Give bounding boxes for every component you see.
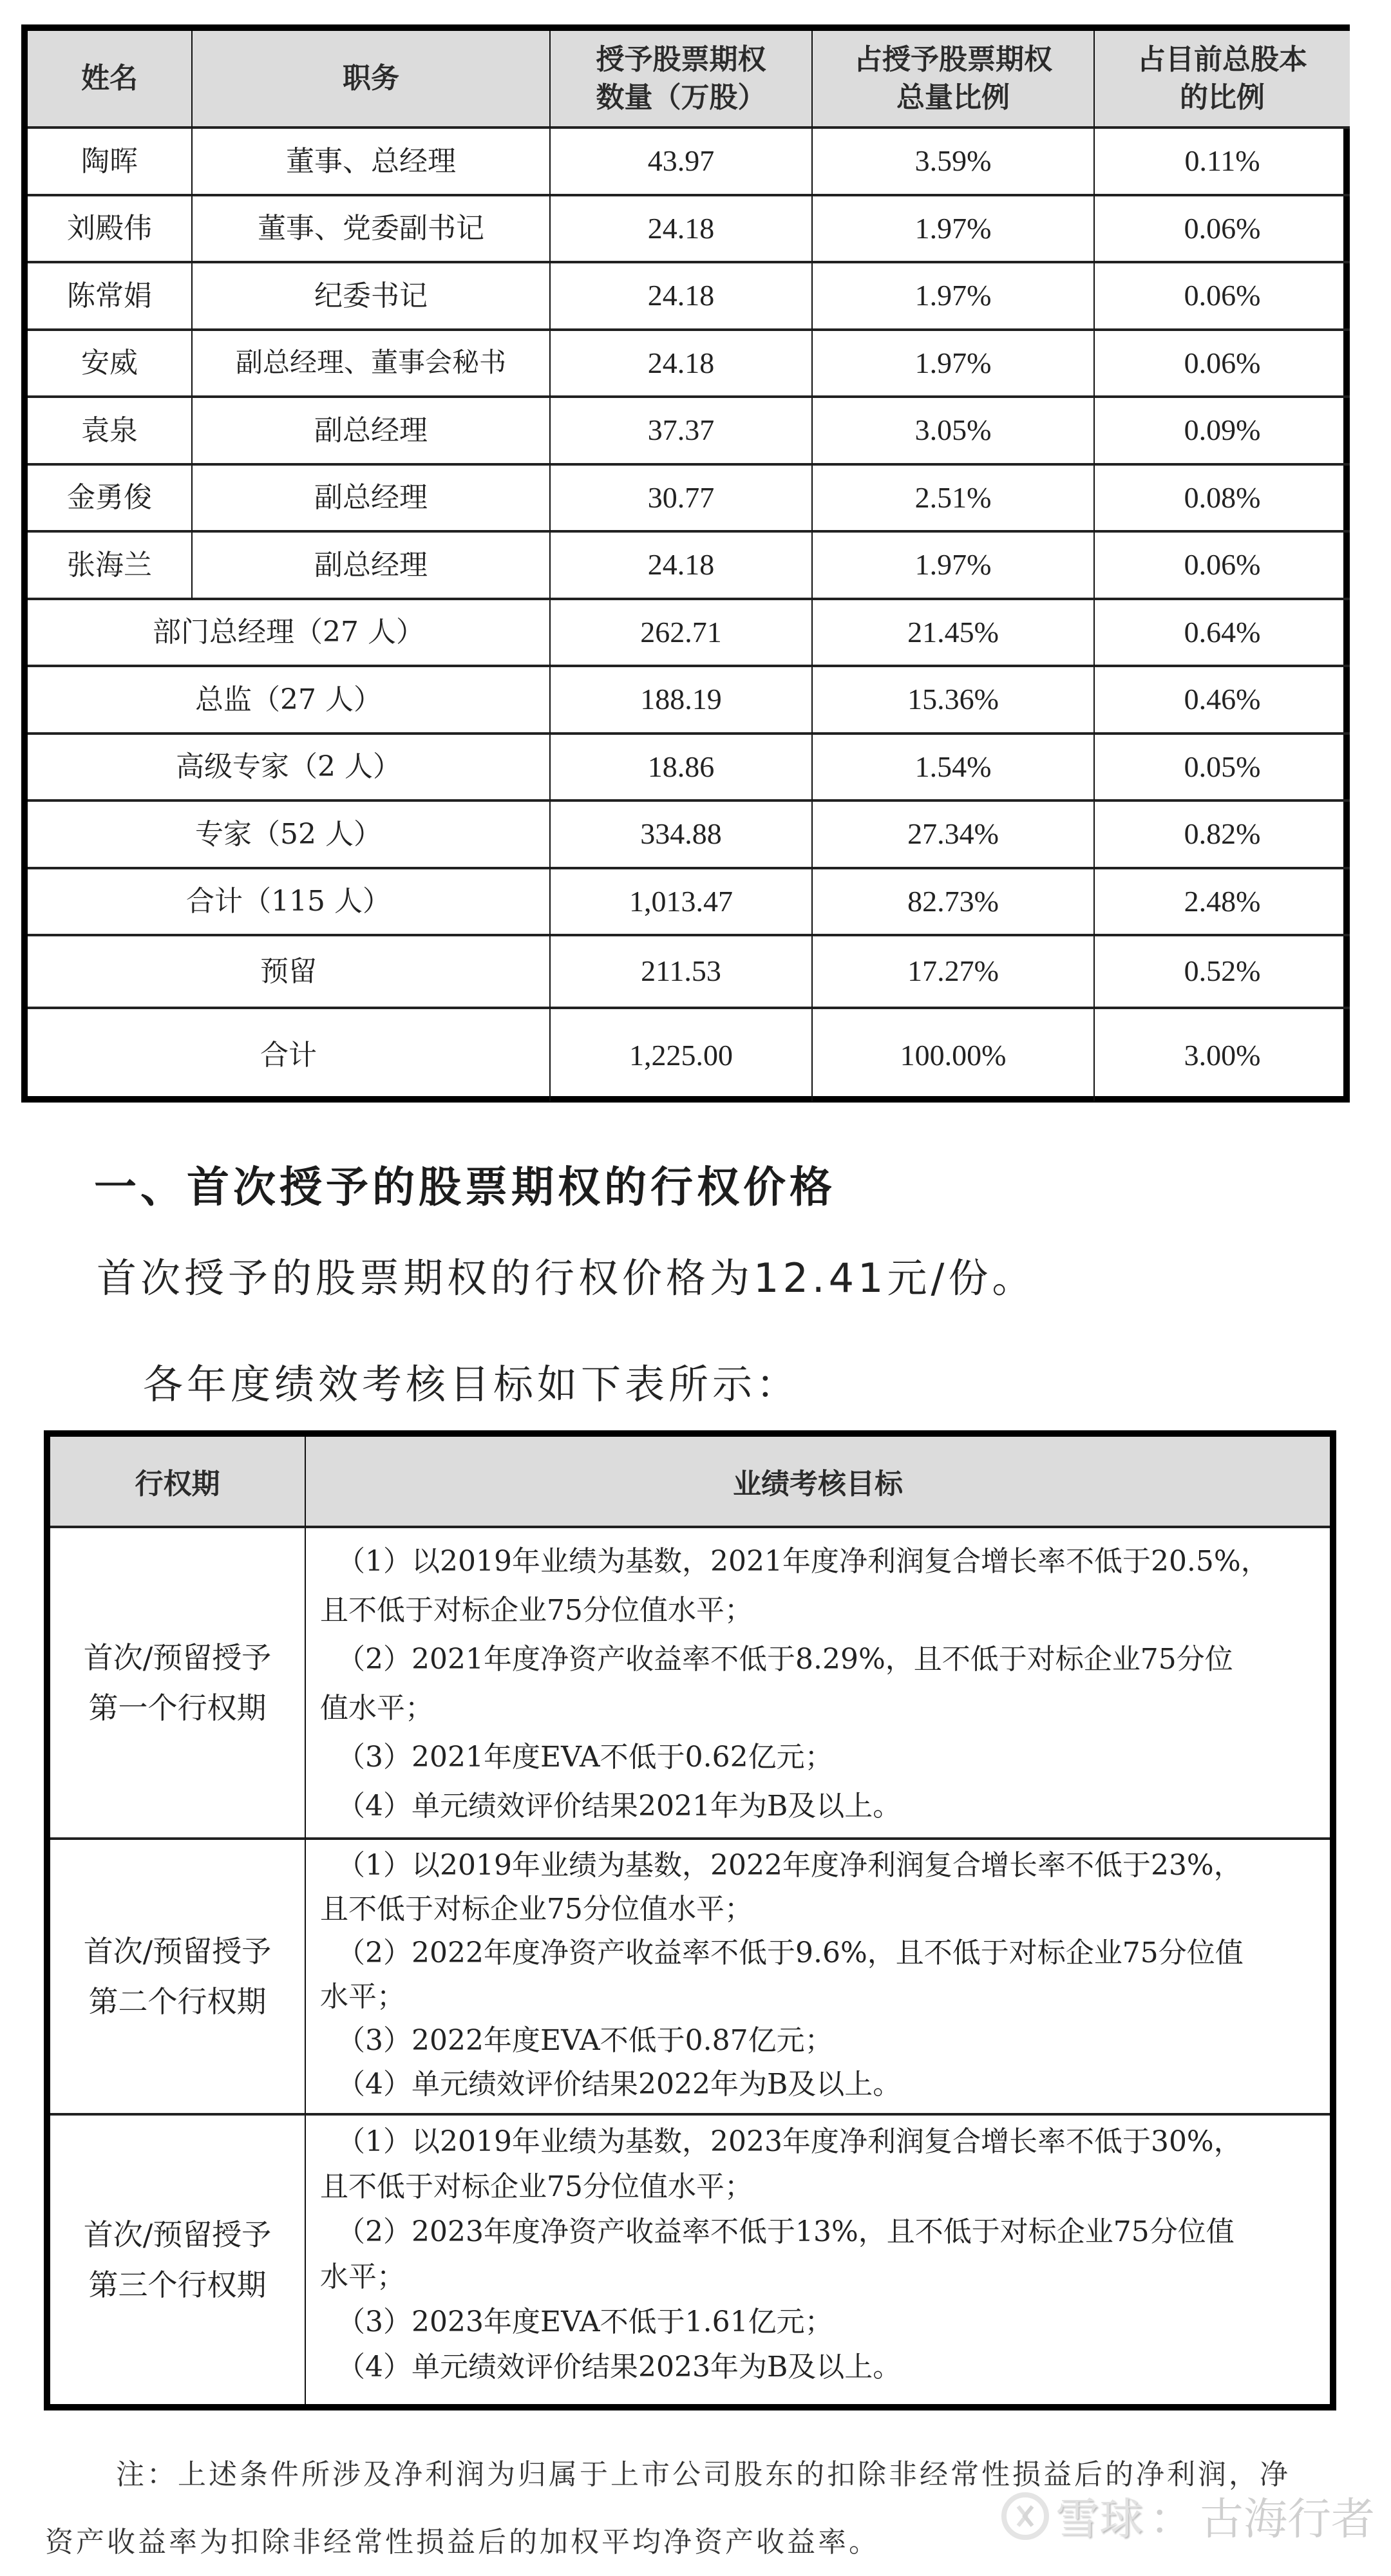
- cell-name: 金勇俊: [28, 466, 193, 533]
- cell-quantity: 1,225.00: [551, 1009, 813, 1102]
- footnote-line: 注：上述条件所涉及净利润为归属于上市公司股东的扣除非经常性损益后的净利润，净: [116, 2458, 1291, 2491]
- cell-name: 刘殿伟: [28, 196, 193, 264]
- goal-line: （1）以2019年业绩为基数，2021年度净利润复合增长率不低于20.5%，: [337, 1545, 1269, 1578]
- goal-line: 水平；: [320, 2260, 405, 2293]
- cell-quantity: 24.18: [551, 331, 813, 399]
- exercise-price-text: 首次授予的股票期权的行权价格为12.41元/份。: [97, 1255, 1036, 1302]
- performance-target-table: [44, 1430, 1336, 2410]
- goal-line: （4）单元绩效评价结果2022年为B及以上。: [337, 2068, 902, 2101]
- cell-group-label: 高级专家（2 人）: [28, 735, 551, 802]
- cell-exercise-period: [50, 1528, 306, 1840]
- cell-pct-total: 0.06%: [1095, 331, 1350, 399]
- watermark: [1001, 2485, 1375, 2547]
- cell-exercise-period: [50, 2116, 306, 2404]
- section-title: 一、首次授予的股票期权的行权价格: [94, 1162, 836, 1212]
- cell-position: 董事、党委副书记: [193, 196, 551, 264]
- cell-pct-grant: 15.36%: [813, 667, 1095, 735]
- period-line: 首次/预留授予: [83, 2217, 272, 2252]
- goal-line: （2）2023年度净资产收益率不低于13%，且不低于对标企业75分位值: [337, 2215, 1235, 2248]
- goal-line: 水平；: [320, 1980, 405, 2013]
- cell-performance-target: [306, 2116, 1330, 2404]
- watermark-brand: 雪球: [1055, 2494, 1144, 2545]
- cell-quantity: 37.37: [551, 398, 813, 466]
- watermark-author: 古海行者: [1200, 2494, 1376, 2545]
- period-line: 第二个行权期: [88, 1984, 267, 2019]
- goal-line: （1）以2019年业绩为基数，2022年度净利润复合增长率不低于23%，: [337, 1849, 1242, 1882]
- grant-allocation-table: [21, 24, 1350, 1103]
- cell-name: 陈常娟: [28, 263, 193, 331]
- cell-pct-total: 0.52%: [1095, 936, 1350, 1009]
- cell-group-label: 专家（52 人）: [28, 802, 551, 869]
- cell-pct-grant: 1.97%: [813, 331, 1095, 399]
- cell-pct-total: 0.06%: [1095, 196, 1350, 264]
- performance-intro-text: 各年度绩效考核目标如下表所示：: [143, 1361, 800, 1408]
- cell-position: 纪委书记: [193, 263, 551, 331]
- cell-pct-grant: 17.27%: [813, 936, 1095, 1009]
- cell-pct-total: 0.09%: [1095, 398, 1350, 466]
- cell-performance-target: [306, 1840, 1330, 2116]
- cell-pct-total: 0.06%: [1095, 263, 1350, 331]
- cell-pct-total: 0.08%: [1095, 466, 1350, 533]
- cell-name: 张海兰: [28, 533, 193, 600]
- cell-performance-target: [306, 1528, 1330, 1840]
- cell-pct-total: 0.06%: [1095, 533, 1350, 600]
- goal-line: 且不低于对标企业75分位值水平；: [320, 2170, 753, 2203]
- cell-pct-grant: 1.97%: [813, 196, 1095, 264]
- cell-pct-grant: 1.97%: [813, 263, 1095, 331]
- cell-quantity: 18.86: [551, 735, 813, 802]
- cell-quantity: 1,013.47: [551, 869, 813, 937]
- cell-pct-grant: 1.97%: [813, 533, 1095, 600]
- cell-subtotal-label: 合计（115 人）: [28, 869, 551, 937]
- cell-quantity: 334.88: [551, 802, 813, 869]
- cell-quantity: 211.53: [551, 936, 813, 1009]
- cell-position: 董事、总经理: [193, 129, 551, 196]
- cell-pct-total: 0.11%: [1095, 129, 1350, 196]
- cell-pct-grant: 3.59%: [813, 129, 1095, 196]
- goal-line: （3）2023年度EVA不低于1.61亿元；: [337, 2306, 833, 2338]
- period-line: 首次/预留授予: [83, 1933, 272, 1969]
- cell-name: 陶晖: [28, 129, 193, 196]
- cell-pct-total: 0.05%: [1095, 735, 1350, 802]
- footnote-line: 资产收益率为扣除非经常性损益后的加权平均净资产收益率。: [45, 2526, 880, 2559]
- goal-line: （4）单元绩效评价结果2023年为B及以上。: [337, 2351, 902, 2383]
- cell-quantity: 262.71: [551, 600, 813, 668]
- cell-pct-total: 0.64%: [1095, 600, 1350, 668]
- cell-quantity: 43.97: [551, 129, 813, 196]
- cell-quantity: 24.18: [551, 533, 813, 600]
- cell-pct-total: 0.46%: [1095, 667, 1350, 735]
- cell-pct-grant: 21.45%: [813, 600, 1095, 668]
- cell-position: 副总经理: [193, 398, 551, 466]
- period-line: 首次/预留授予: [83, 1640, 272, 1675]
- cell-pct-total: 2.48%: [1095, 869, 1350, 937]
- cell-group-label: 总监（27 人）: [28, 667, 551, 735]
- goal-line: 且不低于对标企业75分位值水平；: [320, 1893, 753, 1926]
- cell-pct-grant: 82.73%: [813, 869, 1095, 937]
- cell-quantity: 24.18: [551, 263, 813, 331]
- goal-line: （4）单元绩效评价结果2021年为B及以上。: [337, 1790, 902, 1823]
- cell-group-label: 部门总经理（27 人）: [28, 600, 551, 668]
- cell-name: 安威: [28, 331, 193, 399]
- cell-pct-grant: 100.00%: [813, 1009, 1095, 1102]
- cell-pct-grant: 1.54%: [813, 735, 1095, 802]
- cell-pct-total: 0.82%: [1095, 802, 1350, 869]
- goal-line: （3）2022年度EVA不低于0.87亿元；: [337, 2024, 833, 2057]
- goal-line: 且不低于对标企业75分位值水平；: [320, 1594, 753, 1627]
- goal-line: （2）2021年度净资产收益率不低于8.29%，且不低于对标企业75分位: [337, 1643, 1233, 1676]
- cell-pct-grant: 3.05%: [813, 398, 1095, 466]
- cell-position: 副总经理、董事会秘书: [193, 331, 551, 399]
- goal-line: （2）2022年度净资产收益率不低于9.6%，且不低于对标企业75分位值: [337, 1937, 1244, 1969]
- cell-pct-grant: 27.34%: [813, 802, 1095, 869]
- cell-position: 副总经理: [193, 466, 551, 533]
- cell-reserved-label: 预留: [28, 936, 551, 1009]
- header-quantity: 授予股票期权 数量（万股）: [551, 31, 813, 129]
- header-performance-target: 业绩考核目标: [306, 1437, 1330, 1528]
- period-line: 第一个行权期: [88, 1690, 267, 1725]
- watermark-separator: ：: [1150, 2494, 1194, 2545]
- cell-exercise-period: [50, 1840, 306, 2116]
- cell-name: 袁泉: [28, 398, 193, 466]
- header-pct-of-total-shares: 占目前总股本 的比例: [1095, 31, 1350, 129]
- goal-line: （1）以2019年业绩为基数，2023年度净利润复合增长率不低于30%，: [337, 2125, 1242, 2158]
- header-name: 姓名: [28, 31, 193, 129]
- cell-quantity: 30.77: [551, 466, 813, 533]
- goal-line: （3）2021年度EVA不低于0.62亿元；: [337, 1741, 833, 1774]
- cell-total-label: 合计: [28, 1009, 551, 1102]
- cell-quantity: 188.19: [551, 667, 813, 735]
- xueqiu-logo-icon: [1001, 2492, 1049, 2540]
- header-position: 职务: [193, 31, 551, 129]
- header-exercise-period: 行权期: [50, 1437, 306, 1528]
- period-line: 第三个行权期: [88, 2268, 267, 2302]
- cell-pct-total: 3.00%: [1184, 1038, 1261, 1072]
- cell-pct-grant: 2.51%: [813, 466, 1095, 533]
- header-pct-of-grant: 占授予股票期权 总量比例: [813, 31, 1095, 129]
- cell-quantity: 24.18: [551, 196, 813, 264]
- goal-line: 值水平；: [320, 1692, 433, 1725]
- cell-position: 副总经理: [193, 533, 551, 600]
